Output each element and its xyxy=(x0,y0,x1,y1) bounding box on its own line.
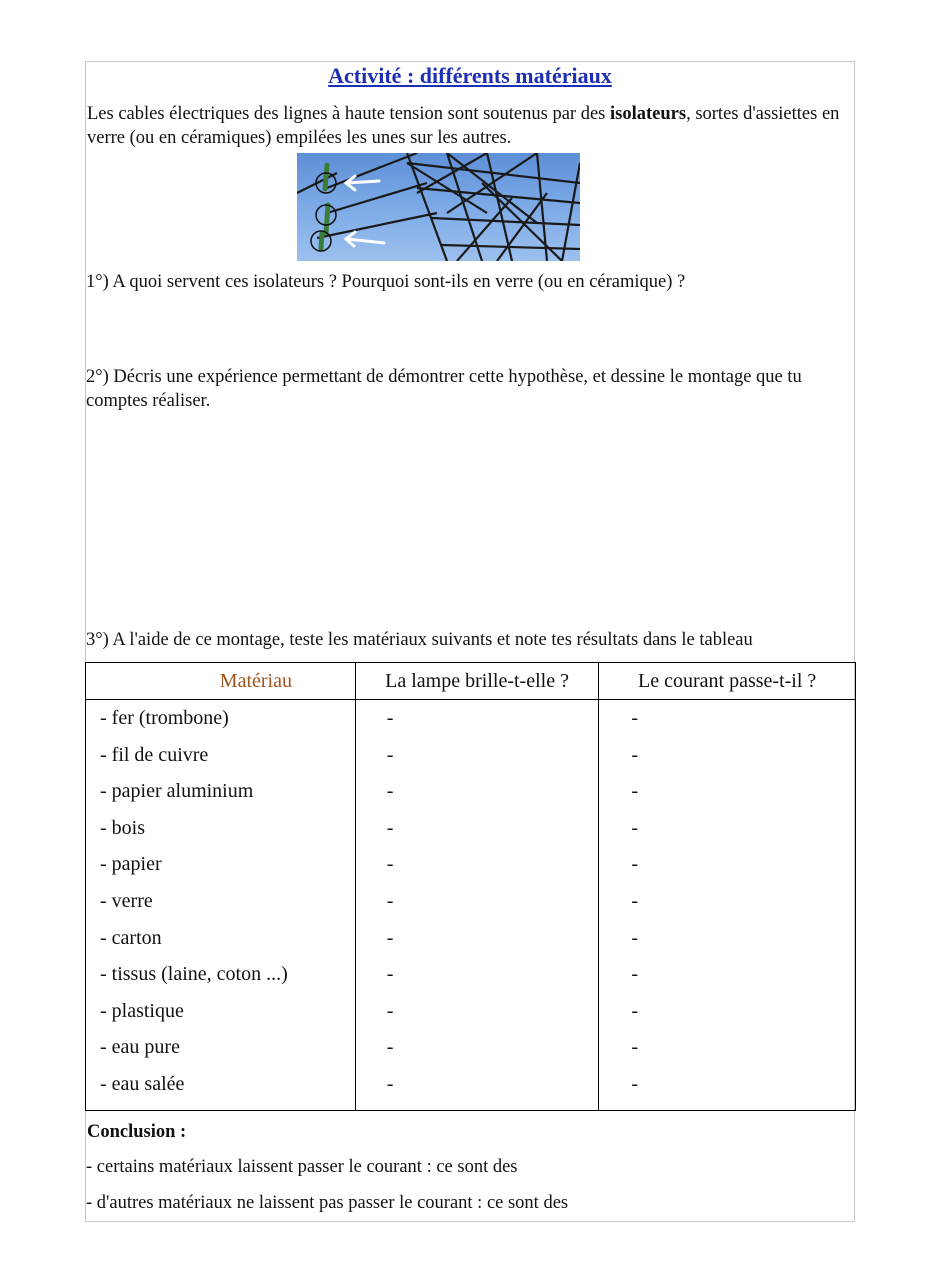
current-answer-cell: - xyxy=(631,999,639,1022)
material-cell: - papier xyxy=(100,853,162,876)
current-answers-column xyxy=(599,700,856,1111)
current-answer-cell: - xyxy=(631,963,639,986)
current-answer-cell: - xyxy=(631,853,639,876)
material-cell: - plastique xyxy=(100,999,184,1022)
intro-bold-term: isolateurs xyxy=(610,104,687,124)
current-answer-cell: - xyxy=(631,1072,639,1095)
material-cell: - tissus (laine, coton ...) xyxy=(100,963,288,986)
current-answer-cell: - xyxy=(631,816,639,839)
current-answer-cell: - xyxy=(631,743,639,766)
table-header-row xyxy=(86,663,856,700)
header-lamp: La lampe brille-t-elle ? xyxy=(355,663,599,700)
material-cell: - fil de cuivre xyxy=(100,743,209,766)
lamp-answer-cell: - xyxy=(386,1072,394,1095)
pylon-insulators-photo xyxy=(297,153,580,261)
page-title: Activité : différents matériaux xyxy=(328,63,612,88)
lamp-answer-cell: - xyxy=(386,963,394,986)
header-material: Matériau xyxy=(86,663,356,700)
lamp-answer-cell: - xyxy=(386,853,394,876)
current-answer-cell: - xyxy=(631,1036,639,1059)
lamp-answers-column xyxy=(355,700,599,1111)
current-answer-cell: - xyxy=(631,889,639,912)
lamp-answer-cell: - xyxy=(386,780,394,803)
question-1: 1°) A quoi servent ces isolateurs ? Pourquoi sont-ils en verre (ou en céramique) ? xyxy=(86,272,686,292)
header-current: Le courant passe-t-il ? xyxy=(599,663,856,700)
lamp-answer-cell: - xyxy=(386,707,394,729)
lamp-answer-cell: - xyxy=(386,889,394,912)
current-answer-cell: - xyxy=(631,780,639,803)
results-table xyxy=(85,662,856,1111)
conclusion-title: Conclusion : xyxy=(87,1122,187,1142)
lamp-answer-cell: - xyxy=(386,1036,394,1059)
material-cell: - carton xyxy=(100,926,162,949)
material-cell: - fer (trombone) xyxy=(100,707,229,729)
intro-paragraph: Les cables électriques des lignes à haute tension sont soutenus par des isolateurs, sortes d'assiettes en verre (ou en céramiques) empilées les unes sur les autres. xyxy=(87,104,840,148)
current-answer-cell: - xyxy=(631,926,639,949)
lamp-answer-cell: - xyxy=(386,816,394,839)
conclusion-line-2: - d'autres matériaux ne laissent pas passer le courant : ce sont des xyxy=(86,1193,569,1213)
material-cell: - eau pure xyxy=(100,1036,180,1059)
material-cell: - verre xyxy=(100,889,153,912)
question-2: 2°) Décris une expérience permettant de démontrer cette hypothèse, et dessine le montage que tu comptes réaliser. xyxy=(86,367,802,411)
material-cell: - bois xyxy=(100,816,145,839)
material-cell: - eau salée xyxy=(100,1072,185,1095)
lamp-answer-cell: - xyxy=(386,743,394,766)
lamp-answer-cell: - xyxy=(386,926,394,949)
material-cell: - papier aluminium xyxy=(100,780,254,803)
current-answer-cell: - xyxy=(631,707,639,729)
conclusion-line-1: - certains matériaux laissent passer le courant : ce sont des xyxy=(86,1157,518,1177)
materials-column xyxy=(86,700,356,1111)
table-body-row xyxy=(86,700,856,1111)
lamp-answer-cell: - xyxy=(386,999,394,1022)
question-3: 3°) A l'aide de ce montage, teste les matériaux suivants et note tes résultats dans le tableau xyxy=(86,630,753,650)
